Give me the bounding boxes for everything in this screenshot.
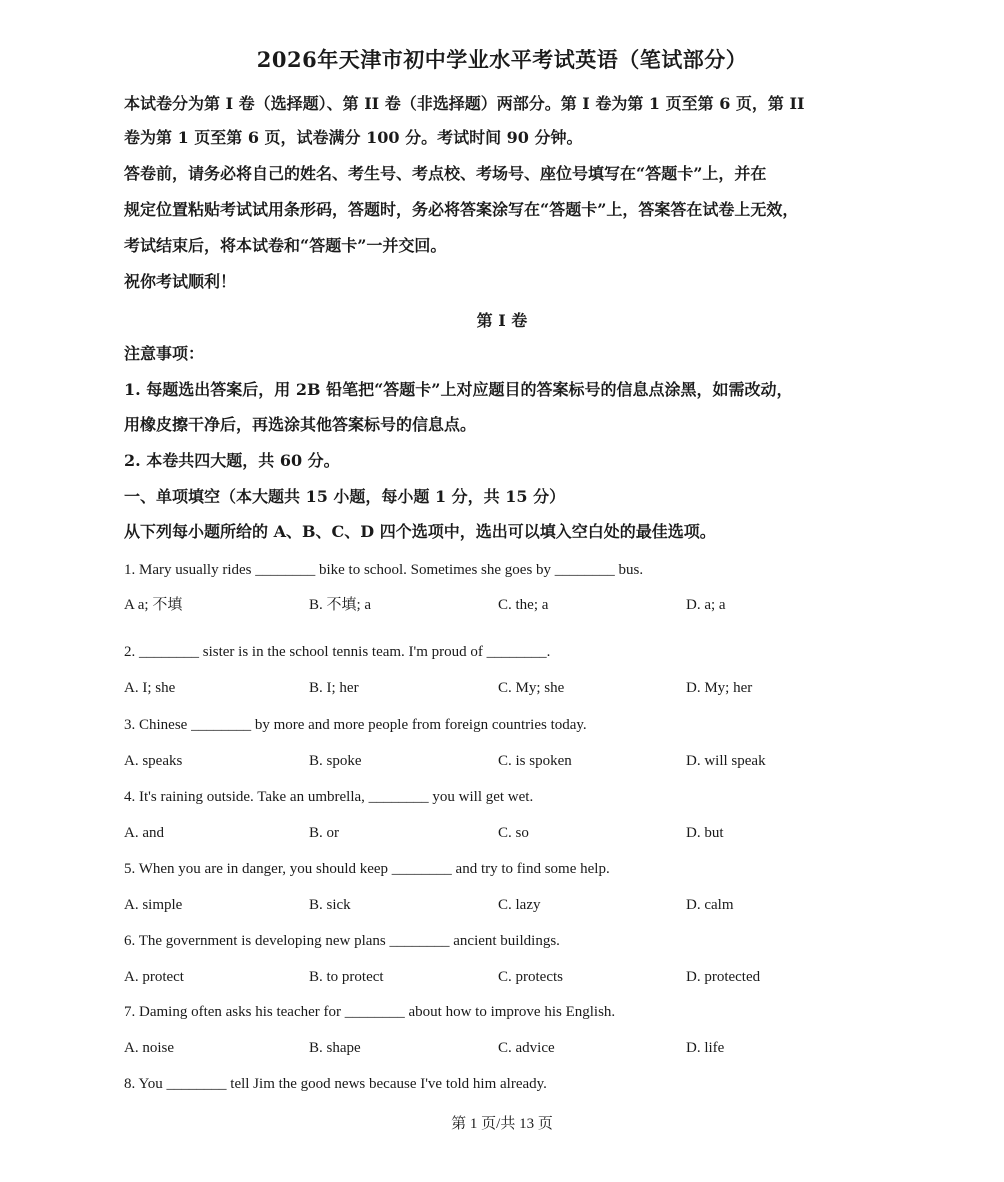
good-luck-line: 祝你考试顺利！ [124,272,237,291]
notes-heading: 注意事项： [124,344,205,363]
option-c: C. advice [498,1040,555,1056]
option-a: A a; 不填 [124,597,183,613]
part1-heading: 一、单项填空（本大题共 15 小题，每小题 1 分，共 15 分） [124,487,566,506]
option-c: C. so [498,825,529,841]
option-a: A. I; she [124,680,176,696]
option-d: D. calm [686,897,734,913]
option-d: D. will speak [686,753,766,769]
option-a: A. speaks [124,753,183,769]
option-c: C. My; she [498,680,565,696]
intro-line-3: 答卷前，请务必将自己的姓名、考生号、考点校、考场号、座位号填写在“答题卡”上，并在 [124,164,767,183]
option-d: D. but [686,825,724,841]
question-stem: 2. ________ sister is in the school tennis team. I'm proud of ________. [124,644,551,660]
question-stem: 6. The government is developing new plans ________ ancient buildings. [124,933,560,949]
option-b: B. or [309,825,339,841]
option-a: A. simple [124,897,183,913]
option-c: C. protects [498,969,563,985]
option-b: B. sick [309,897,351,913]
exam-title: 2026年天津市初中学业水平考试英语（笔试部分） [256,47,748,72]
option-d: D. a; a [686,597,726,613]
part1-instruction: 从下列每小题所给的 A、B、C、D 四个选项中，选出可以填入空白处的最佳选项。 [124,522,716,541]
option-a: A. protect [124,969,184,985]
option-b: B. I; her [309,680,359,696]
option-b: B. shape [309,1040,361,1056]
option-b: B. spoke [309,753,362,769]
option-b: B. to protect [309,969,384,985]
intro-line-4: 规定位置粘贴考试试用条形码，答题时，务必将答案涂写在“答题卡”上，答案答在试卷上无效， [124,200,799,219]
option-c: C. the; a [498,597,549,613]
question-stem: 7. Daming often asks his teacher for ________ about how to improve his English. [124,1004,616,1020]
note-2: 2. 本卷共四大题，共 60 分。 [124,451,340,470]
option-d: D. My; her [686,680,753,696]
option-b: B. 不填; a [309,597,372,613]
option-a: A. noise [124,1040,174,1056]
page-footer: 第 1 页/共 13 页 [451,1116,553,1132]
option-c: C. lazy [498,897,541,913]
note-1-line-2: 用橡皮擦干净后，再选涂其他答案标号的信息点。 [124,415,477,434]
option-d: D. life [686,1040,725,1056]
question-stem: 3. Chinese ________ by more and more people from foreign countries today. [124,717,587,733]
note-1-line-1: 1. 每题选出答案后，用 2B 铅笔把“答题卡”上对应题目的答案标号的信息点涂黑，如需改动， [124,380,793,399]
question-stem: 4. It's raining outside. Take an umbrella, ________ you will get wet. [124,789,534,805]
option-a: A. and [124,825,164,841]
option-d: D. protected [686,969,761,985]
option-c: C. is spoken [498,753,572,769]
section-title: 第 I 卷 [476,311,528,330]
question-stem: 8. You ________ tell Jim the good news because I've told him already. [124,1076,547,1092]
question-stem: 5. When you are in danger, you should keep ________ and try to find some help. [124,861,610,877]
intro-line-1: 本试卷分为第 I 卷（选择题）、第 II 卷（非选择题）两部分。第 I 卷为第 1 页至第 6 页，第 II [124,94,805,113]
intro-line-5: 考试结束后，将本试卷和“答题卡”一并交回。 [124,236,447,255]
intro-line-2: 卷为第 1 页至第 6 页，试卷满分 100 分。考试时间 90 分钟。 [124,128,583,147]
question-stem: 1. Mary usually rides ________ bike to school. Sometimes she goes by ________ bus. [124,562,644,578]
